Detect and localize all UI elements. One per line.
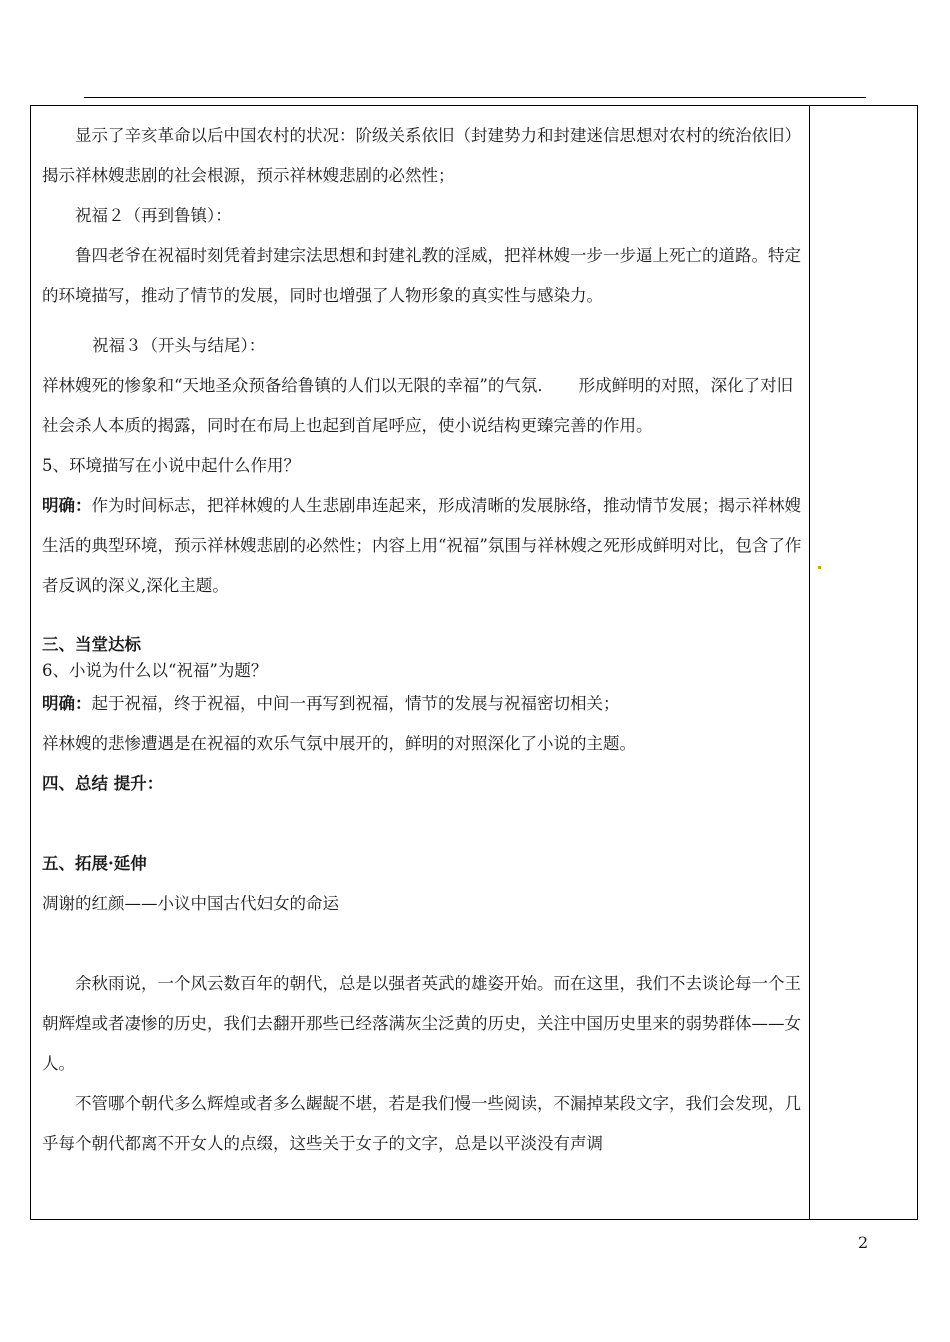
zhufu3-heading: 祝福３（开头与结尾）： — [92, 336, 266, 355]
column-divider — [809, 105, 810, 1220]
section-3-heading: 三、当堂达标 — [42, 635, 141, 654]
header-rule — [84, 97, 866, 98]
margin-mark — [818, 566, 821, 569]
zhufu3-text: 祥林嫂死的惨象和“天地圣众预备给鲁镇的人们以无限的幸福”的气氛． 形成鲜明的对照，深化了对旧社会杀人本质的揭露，同时在布局上也起到首尾呼应，使小说结构更臻完善的作用。 — [42, 376, 794, 435]
question-5: 5、环境描写在小说中起什么作用？ — [42, 456, 300, 475]
essay-paragraph-2: 不管哪个朝代多么辉煌或者多么龌龊不堪，若是我们慢一些阅读，不漏掉某段文字，我们会发现，几乎每个朝代都离不开女人的点缀，这些关于女子的文字，总是以平淡没有声调 — [42, 1094, 801, 1153]
essay-paragraph-1: 余秋雨说，一个风云数百年的朝代，总是以强者英武的雄姿开始。而在这里，我们不去谈论每一个王朝辉煌或者凄惨的历史，我们去翻开那些已经落满灰尘泛黄的历史，关注中国历史里来的弱势群体——女人。 — [42, 974, 801, 1073]
answer-5-label: 明确： — [42, 496, 92, 515]
answer-6-label: 明确： — [42, 694, 92, 713]
question-6: 6、小说为什么以“祝福”为题？ — [42, 661, 268, 680]
paragraph-society: 显示了辛亥革命以后中国农村的状况：阶级关系依旧（封建势力和封建迷信思想对农村的统治依旧） 揭示祥林嫂悲剧的社会根源，预示祥林嫂悲剧的必然性； — [42, 126, 810, 185]
essay-title: 凋谢的红颜——小议中国古代妇女的命运 — [42, 894, 339, 913]
section-5-heading: 五、拓展·延伸 — [42, 854, 147, 873]
section-4-heading: 四、总结 提升： — [42, 774, 164, 793]
main-content — [42, 116, 810, 1164]
answer-6-text-2: 祥林嫂的悲惨遭遇是在祝福的欢乐气氛中展开的，鲜明的对照深化了小说的主题。 — [42, 734, 636, 753]
page-number: 2 — [858, 1233, 869, 1252]
answer-6 — [42, 684, 802, 724]
answer-6-text-1: 起于祝福，终于祝福，中间一再写到祝福，情节的发展与祝福密切相关； — [91, 694, 620, 713]
zhufu2-text: 鲁四老爷在祝福时刻凭着封建宗法思想和封建礼教的淫威，把祥林嫂一步一步逼上死亡的道路。特定的环境描写，推动了情节的发展，同时也增强了人物形象的真实性与感染力。 — [42, 246, 801, 305]
answer-5-text: 作为时间标志，把祥林嫂的人生悲剧串连起来，形成清晰的发展脉络，推动情节发展；揭示祥林嫂生活的典型环境，预示祥林嫂悲剧的必然性；内容上用“祝福”氛围与祥林嫂之死形成鲜明对比，包含了作者反讽的深义,深化主题。 — [42, 496, 802, 595]
answer-5 — [42, 486, 802, 606]
zhufu2-heading: 祝福２（再到鲁镇）： — [75, 206, 232, 225]
